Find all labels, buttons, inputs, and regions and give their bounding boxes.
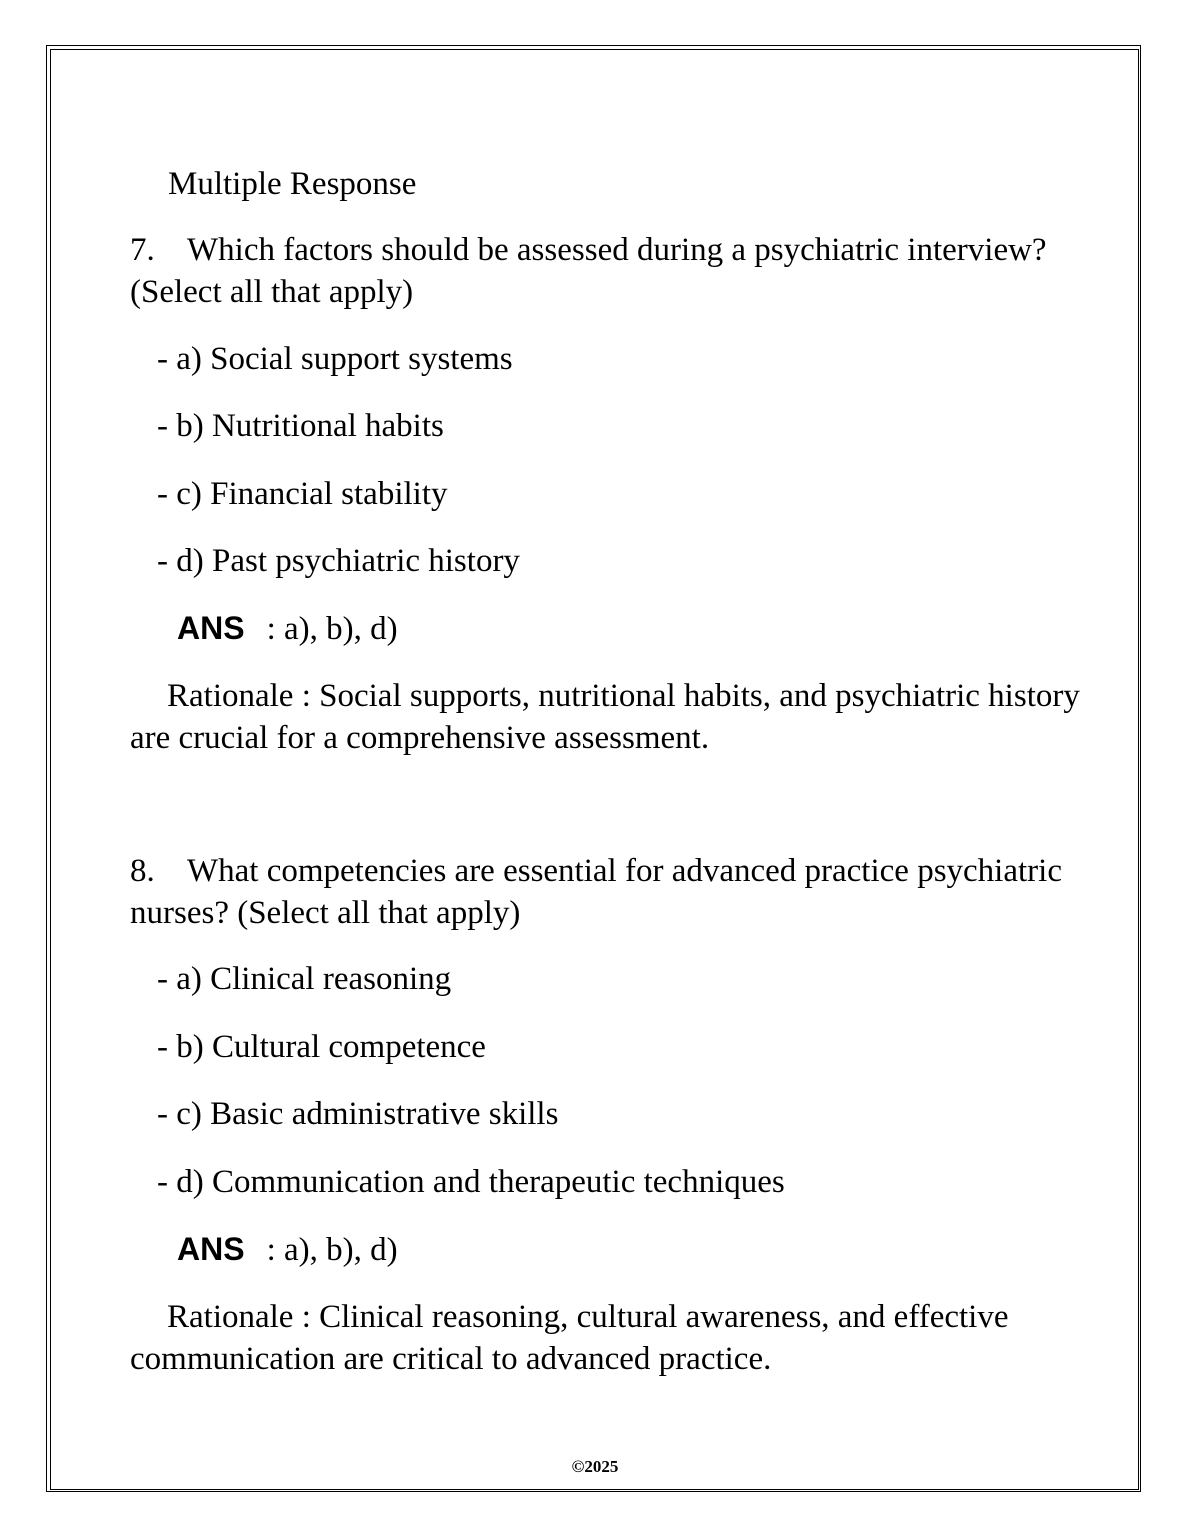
question-number: 7. <box>130 232 155 268</box>
question-8-option-d: - d) Communication and therapeutic techniques <box>157 1164 785 1200</box>
question-8-option-a: - a) Clinical reasoning <box>157 961 452 997</box>
answer-label: ANS <box>177 610 245 646</box>
answer-value: : a), b), d) <box>266 1232 398 1268</box>
question-8-rationale: Rationale : Clinical reasoning, cultural awareness, and effective communication are critical to advanced practice. <box>130 1299 1009 1377</box>
answer-label: ANS <box>177 1231 245 1267</box>
question-text: What competencies are essential for advanced practice psychiatric nurses? (Select all that apply) <box>130 853 1062 931</box>
question-7-stem <box>130 229 1090 313</box>
question-7-answer <box>177 607 398 650</box>
question-7-option-d: - d) Past psychiatric history <box>157 543 520 579</box>
copyright-footer: ©2025 <box>571 1457 619 1476</box>
question-8-option-b: - b) Cultural competence <box>157 1029 486 1065</box>
question-text: Which factors should be assessed during a psychiatric interview? (Select all that apply) <box>130 232 1047 310</box>
answer-value: : a), b), d) <box>266 611 398 647</box>
section-heading: Multiple Response <box>168 166 417 202</box>
question-7-rationale: Rationale : Social supports, nutritional habits, and psychiatric history are crucial for a comprehensive assessment. <box>130 678 1080 756</box>
question-7-option-c: - c) Financial stability <box>157 476 448 512</box>
question-7-option-a: - a) Social support systems <box>157 341 513 377</box>
question-8-answer <box>177 1228 398 1271</box>
question-8-stem <box>130 850 1090 934</box>
question-7-option-b: - b) Nutritional habits <box>157 408 444 444</box>
question-number: 8. <box>130 853 155 889</box>
question-8-option-c: - c) Basic administrative skills <box>157 1096 559 1132</box>
